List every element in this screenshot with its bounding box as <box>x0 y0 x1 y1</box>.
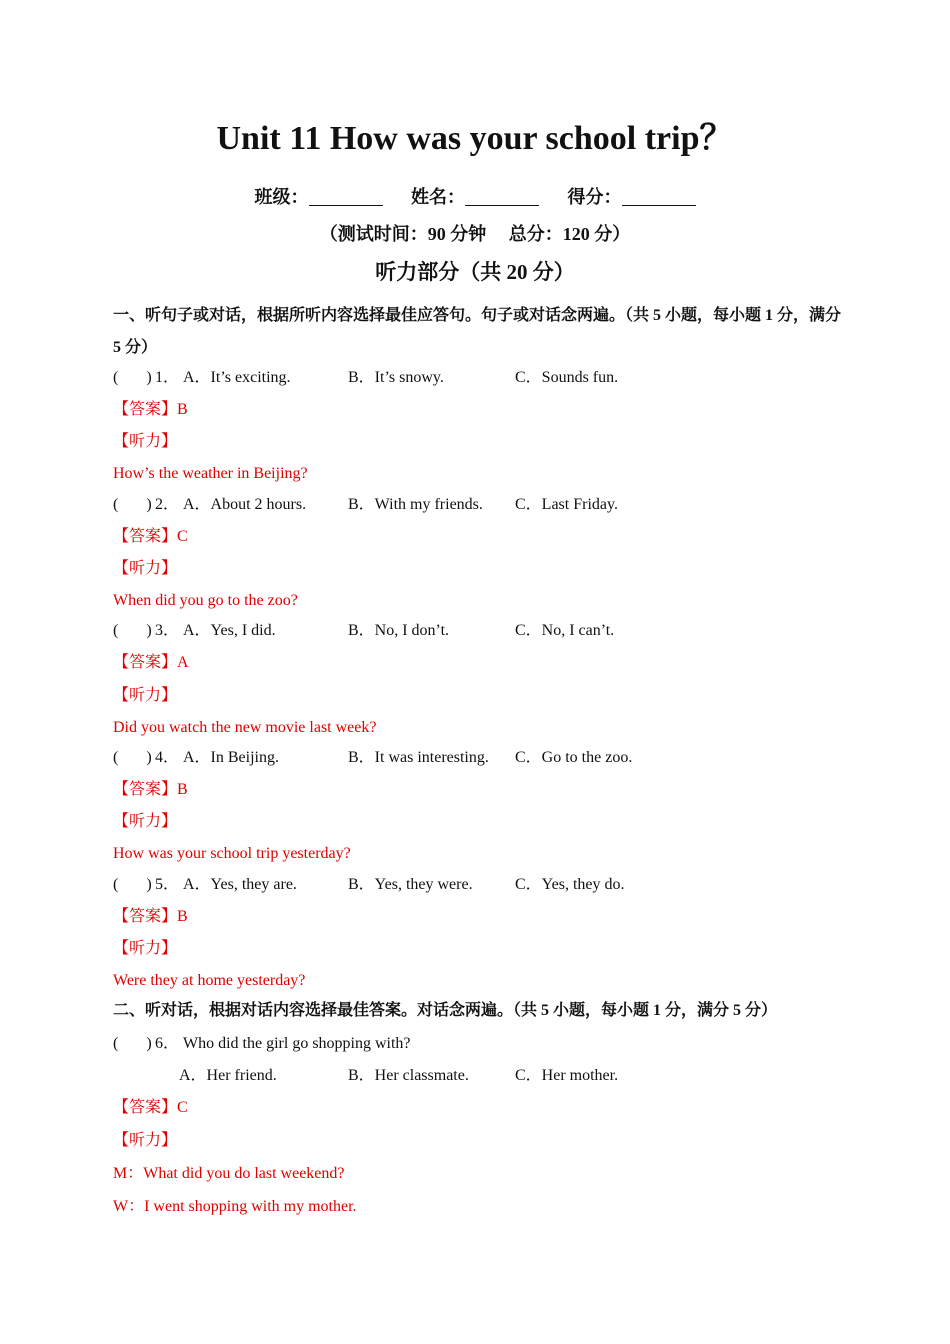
listening-script: How was your school trip yesterday? <box>113 845 351 862</box>
student-info-row <box>0 182 950 212</box>
option-b: B．With my friends. <box>348 496 483 513</box>
listening-label: 【听力】 <box>113 1132 178 1149</box>
class-field <box>255 182 383 212</box>
option-c: C．Yes, they do. <box>515 876 625 893</box>
listening-label: 【听力】 <box>113 687 178 704</box>
question-number: 1． <box>155 369 180 386</box>
listening-script: Were they at home yesterday? <box>113 972 306 989</box>
listening-label: 【听力】 <box>113 940 178 957</box>
listening-label: 【听力】 <box>113 813 178 830</box>
answer-label: 【答案】B <box>113 781 188 798</box>
option-a: A．It’s exciting. <box>183 369 291 386</box>
question-number: 2． <box>155 496 180 513</box>
option-c: C．Last Friday. <box>515 496 618 513</box>
question-number: 4． <box>155 749 180 766</box>
test-info: （测试时间：90 分钟 总分：120 分） <box>319 224 631 244</box>
listening-script: How’s the weather in Beijing? <box>113 465 308 482</box>
question-number: 6． <box>155 1035 180 1052</box>
listening-script: When did you go to the zoo? <box>113 592 298 609</box>
listening-script: Did you watch the new movie last week? <box>113 719 377 736</box>
answer-paren[interactable]: ( ) <box>113 369 152 386</box>
option-b: B．It was interesting. <box>348 749 489 766</box>
part2-instruction: 二、听对话，根据对话内容选择最佳答案。对话念两遍。（共 5 小题，每小题 1 分，满分 5 分） <box>113 1002 778 1019</box>
answer-label: 【答案】B <box>113 401 188 418</box>
class-label: 班级： <box>254 187 309 207</box>
part1-instruction: 一、听句子或对话，根据所听内容选择最佳应答句。句子或对话念两遍。（共 5 小题，每小题 1 分，满分 5 分） <box>113 307 842 356</box>
question-number: 5． <box>155 876 180 893</box>
score-label: 得分： <box>567 187 622 207</box>
option-c: C．Go to the zoo. <box>515 749 633 766</box>
answer-label: 【答案】C <box>113 528 188 545</box>
option-a: A．Yes, I did. <box>183 622 276 639</box>
question-row <box>113 1032 850 1056</box>
score-blank[interactable] <box>622 185 696 206</box>
option-b: B．Yes, they were. <box>348 876 473 893</box>
answer-label: 【答案】B <box>113 908 188 925</box>
listening-label: 【听力】 <box>113 560 178 577</box>
section-title: 听力部分（共 20 分） <box>375 260 575 284</box>
question-text: Who did the girl go shopping with? <box>183 1035 411 1052</box>
question-row <box>113 746 850 770</box>
page-title: Unit 11 How was your school trip？ <box>216 120 734 157</box>
option-c: C．Sounds fun. <box>515 369 619 386</box>
option-a: A．About 2 hours. <box>183 496 307 513</box>
question-row <box>113 619 850 643</box>
score-field <box>568 182 696 212</box>
option-b: B．No, I don’t. <box>348 622 450 639</box>
dialogue-line-w: W：I went shopping with my mother. <box>113 1198 357 1215</box>
answer-label: 【答案】A <box>113 654 189 671</box>
question-row <box>113 366 850 390</box>
option-a: A．Yes, they are. <box>183 876 297 893</box>
option-a: A．Her friend. <box>179 1067 277 1084</box>
answer-paren[interactable]: ( ) <box>113 622 152 639</box>
answer-paren[interactable]: ( ) <box>113 876 152 893</box>
option-c: C．No, I can’t. <box>515 622 615 639</box>
question-row <box>113 493 850 517</box>
option-b: B．It’s snowy. <box>348 369 444 386</box>
option-b: B．Her classmate. <box>348 1067 469 1084</box>
answer-paren[interactable]: ( ) <box>113 1035 152 1052</box>
option-a: A．In Beijing. <box>183 749 279 766</box>
name-field <box>411 182 539 212</box>
class-blank[interactable] <box>309 185 383 206</box>
answer-paren[interactable]: ( ) <box>113 749 152 766</box>
name-label: 姓名： <box>411 187 465 207</box>
option-c: C．Her mother. <box>515 1067 619 1084</box>
answer-paren[interactable]: ( ) <box>113 496 152 513</box>
answer-label: 【答案】C <box>113 1099 188 1116</box>
listening-label: 【听力】 <box>113 433 178 450</box>
question-row <box>113 873 850 897</box>
dialogue-line-m: M：What did you do last weekend? <box>113 1165 345 1182</box>
name-blank[interactable] <box>465 185 539 206</box>
question-number: 3． <box>155 622 180 639</box>
